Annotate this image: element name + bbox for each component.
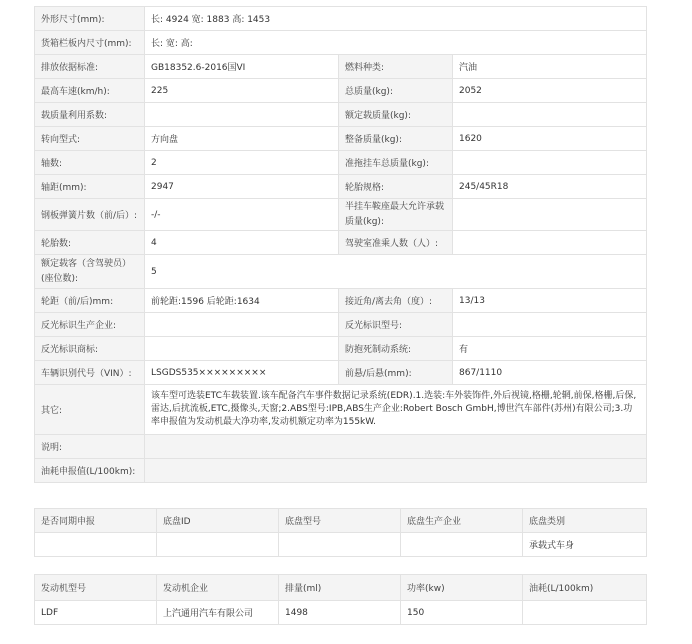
vin-value: LSGDS535×××××××××: [145, 361, 339, 385]
abs-label: 防抱死制动系统:: [339, 337, 453, 361]
other-label: 其它:: [35, 385, 145, 435]
spec-row: [35, 55, 647, 79]
note-label: 说明:: [35, 435, 145, 459]
tire-value: 245/45R18: [453, 175, 647, 199]
engine-header-cell: 排量(ml): [279, 575, 401, 601]
load-util-value: [145, 103, 339, 127]
cargo-value: 长: 宽: 高:: [145, 31, 647, 55]
reflect-co-label: 反光标识生产企业:: [35, 313, 145, 337]
reflect-co-value: [145, 313, 339, 337]
tires-label: 轮胎数:: [35, 231, 145, 255]
fuelcons-value: [145, 459, 647, 483]
engine-row: [35, 601, 647, 625]
approach-label: 接近角/离去角（度）:: [339, 289, 453, 313]
chassis-header-cell: 底盘ID: [157, 509, 279, 533]
chassis-cell: [35, 533, 157, 557]
spec-row: [35, 255, 647, 289]
spec-row: [35, 7, 647, 31]
seats-label: 额定载客（含驾驶员）(座位数):: [35, 255, 145, 289]
wheelbase-value: 2947: [145, 175, 339, 199]
approach-value: 13/13: [453, 289, 647, 313]
note-value: [145, 435, 647, 459]
reflect-brand-label: 反光标识商标:: [35, 337, 145, 361]
fuel-label: 燃料种类:: [339, 55, 453, 79]
chassis-header-cell: 底盘生产企业: [401, 509, 523, 533]
fuelcons-label: 油耗申报值(L/100km):: [35, 459, 145, 483]
engine-header-cell: 发动机型号: [35, 575, 157, 601]
spec-row: [35, 289, 647, 313]
saddle-label: 半挂车鞍座最大允许承载质量(kg):: [339, 199, 453, 231]
track-label: 轮距（前/后)mm:: [35, 289, 145, 313]
wheelbase-label: 轴距(mm):: [35, 175, 145, 199]
overhang-label: 前悬/后悬(mm):: [339, 361, 453, 385]
engine-cell: LDF: [35, 601, 157, 625]
spec-table: [34, 6, 647, 483]
speed-value: 225: [145, 79, 339, 103]
spec-row: [35, 103, 647, 127]
engine-cell: 上汽通用汽车有限公司: [157, 601, 279, 625]
saddle-value: [453, 199, 647, 231]
spec-row: [35, 459, 647, 483]
chassis-table: [34, 508, 647, 557]
chassis-cell: 承载式车身: [523, 533, 647, 557]
chassis-header-cell: 底盘类别: [523, 509, 647, 533]
chassis-cell: [279, 533, 401, 557]
steering-label: 转向型式:: [35, 127, 145, 151]
engine-header-row: [35, 575, 647, 601]
steering-value: 方向盘: [145, 127, 339, 151]
spec-row: [35, 127, 647, 151]
spec-row: [35, 151, 647, 175]
dimensions-label: 外形尺寸(mm):: [35, 7, 145, 31]
chassis-header-cell: 是否同期申报: [35, 509, 157, 533]
spring-label: 钢板弹簧片数（前/后）:: [35, 199, 145, 231]
cab-label: 驾驶室准乘人数（人）:: [339, 231, 453, 255]
rated-load-label: 额定载质量(kg):: [339, 103, 453, 127]
spring-value: -/-: [145, 199, 339, 231]
spec-row: [35, 385, 647, 435]
track-value: 前轮距:1596 后轮距:1634: [145, 289, 339, 313]
mass-value: 2052: [453, 79, 647, 103]
vin-label: 车辆识别代号（VIN）:: [35, 361, 145, 385]
engine-header-cell: 功率(kw): [401, 575, 523, 601]
spec-row: [35, 199, 647, 231]
overhang-value: 867/1110: [453, 361, 647, 385]
spec-row: [35, 435, 647, 459]
axles-label: 轴数:: [35, 151, 145, 175]
curb-value: 1620: [453, 127, 647, 151]
engine-table: [34, 574, 647, 625]
abs-value: 有: [453, 337, 647, 361]
fuel-value: 汽油: [453, 55, 647, 79]
dimensions-value: 长: 4924 宽: 1883 高: 1453: [145, 7, 647, 31]
reflect-model-label: 反光标识型号:: [339, 313, 453, 337]
other-value: 该车型可选装ETC车载装置.该车配备汽车事件数据记录系统(EDR).1.选装:车外装饰件,外后视镜,格栅,轮辋,前保,格栅,后保,雷达,后扰流板,ETC,摄像头,天窗;2.ABS型号:IPB,ABS生产企业:Robert Bosch GmbH,博世汽车部件(苏州)有限公司;3.功率申报值为发动机最大净功率,发动机额定功率为155kW.: [145, 385, 647, 435]
spec-row: [35, 175, 647, 199]
tire-label: 轮胎规格:: [339, 175, 453, 199]
curb-label: 整备质量(kg):: [339, 127, 453, 151]
trailer-value: [453, 151, 647, 175]
chassis-header-row: [35, 509, 647, 533]
chassis-cell: [157, 533, 279, 557]
cab-value: [453, 231, 647, 255]
emission-label: 排放依据标准:: [35, 55, 145, 79]
emission-value: GB18352.6-2016国VI: [145, 55, 339, 79]
spec-row: [35, 31, 647, 55]
rated-load-value: [453, 103, 647, 127]
tires-value: 4: [145, 231, 339, 255]
engine-cell: 1498: [279, 601, 401, 625]
reflect-brand-value: [145, 337, 339, 361]
engine-header-cell: 发动机企业: [157, 575, 279, 601]
seats-value: 5: [145, 255, 647, 289]
cargo-label: 货箱栏板内尺寸(mm):: [35, 31, 145, 55]
mass-label: 总质量(kg):: [339, 79, 453, 103]
engine-header-cell: 油耗(L/100km): [523, 575, 647, 601]
chassis-cell: [401, 533, 523, 557]
chassis-row: [35, 533, 647, 557]
axles-value: 2: [145, 151, 339, 175]
spec-row: [35, 231, 647, 255]
spec-row: [35, 361, 647, 385]
spec-row: [35, 79, 647, 103]
spec-row: [35, 337, 647, 361]
speed-label: 最高车速(km/h):: [35, 79, 145, 103]
spec-row: [35, 313, 647, 337]
reflect-model-value: [453, 313, 647, 337]
engine-cell: 150: [401, 601, 523, 625]
engine-cell: [523, 601, 647, 625]
trailer-label: 准拖挂车总质量(kg):: [339, 151, 453, 175]
chassis-header-cell: 底盘型号: [279, 509, 401, 533]
load-util-label: 载质量利用系数:: [35, 103, 145, 127]
